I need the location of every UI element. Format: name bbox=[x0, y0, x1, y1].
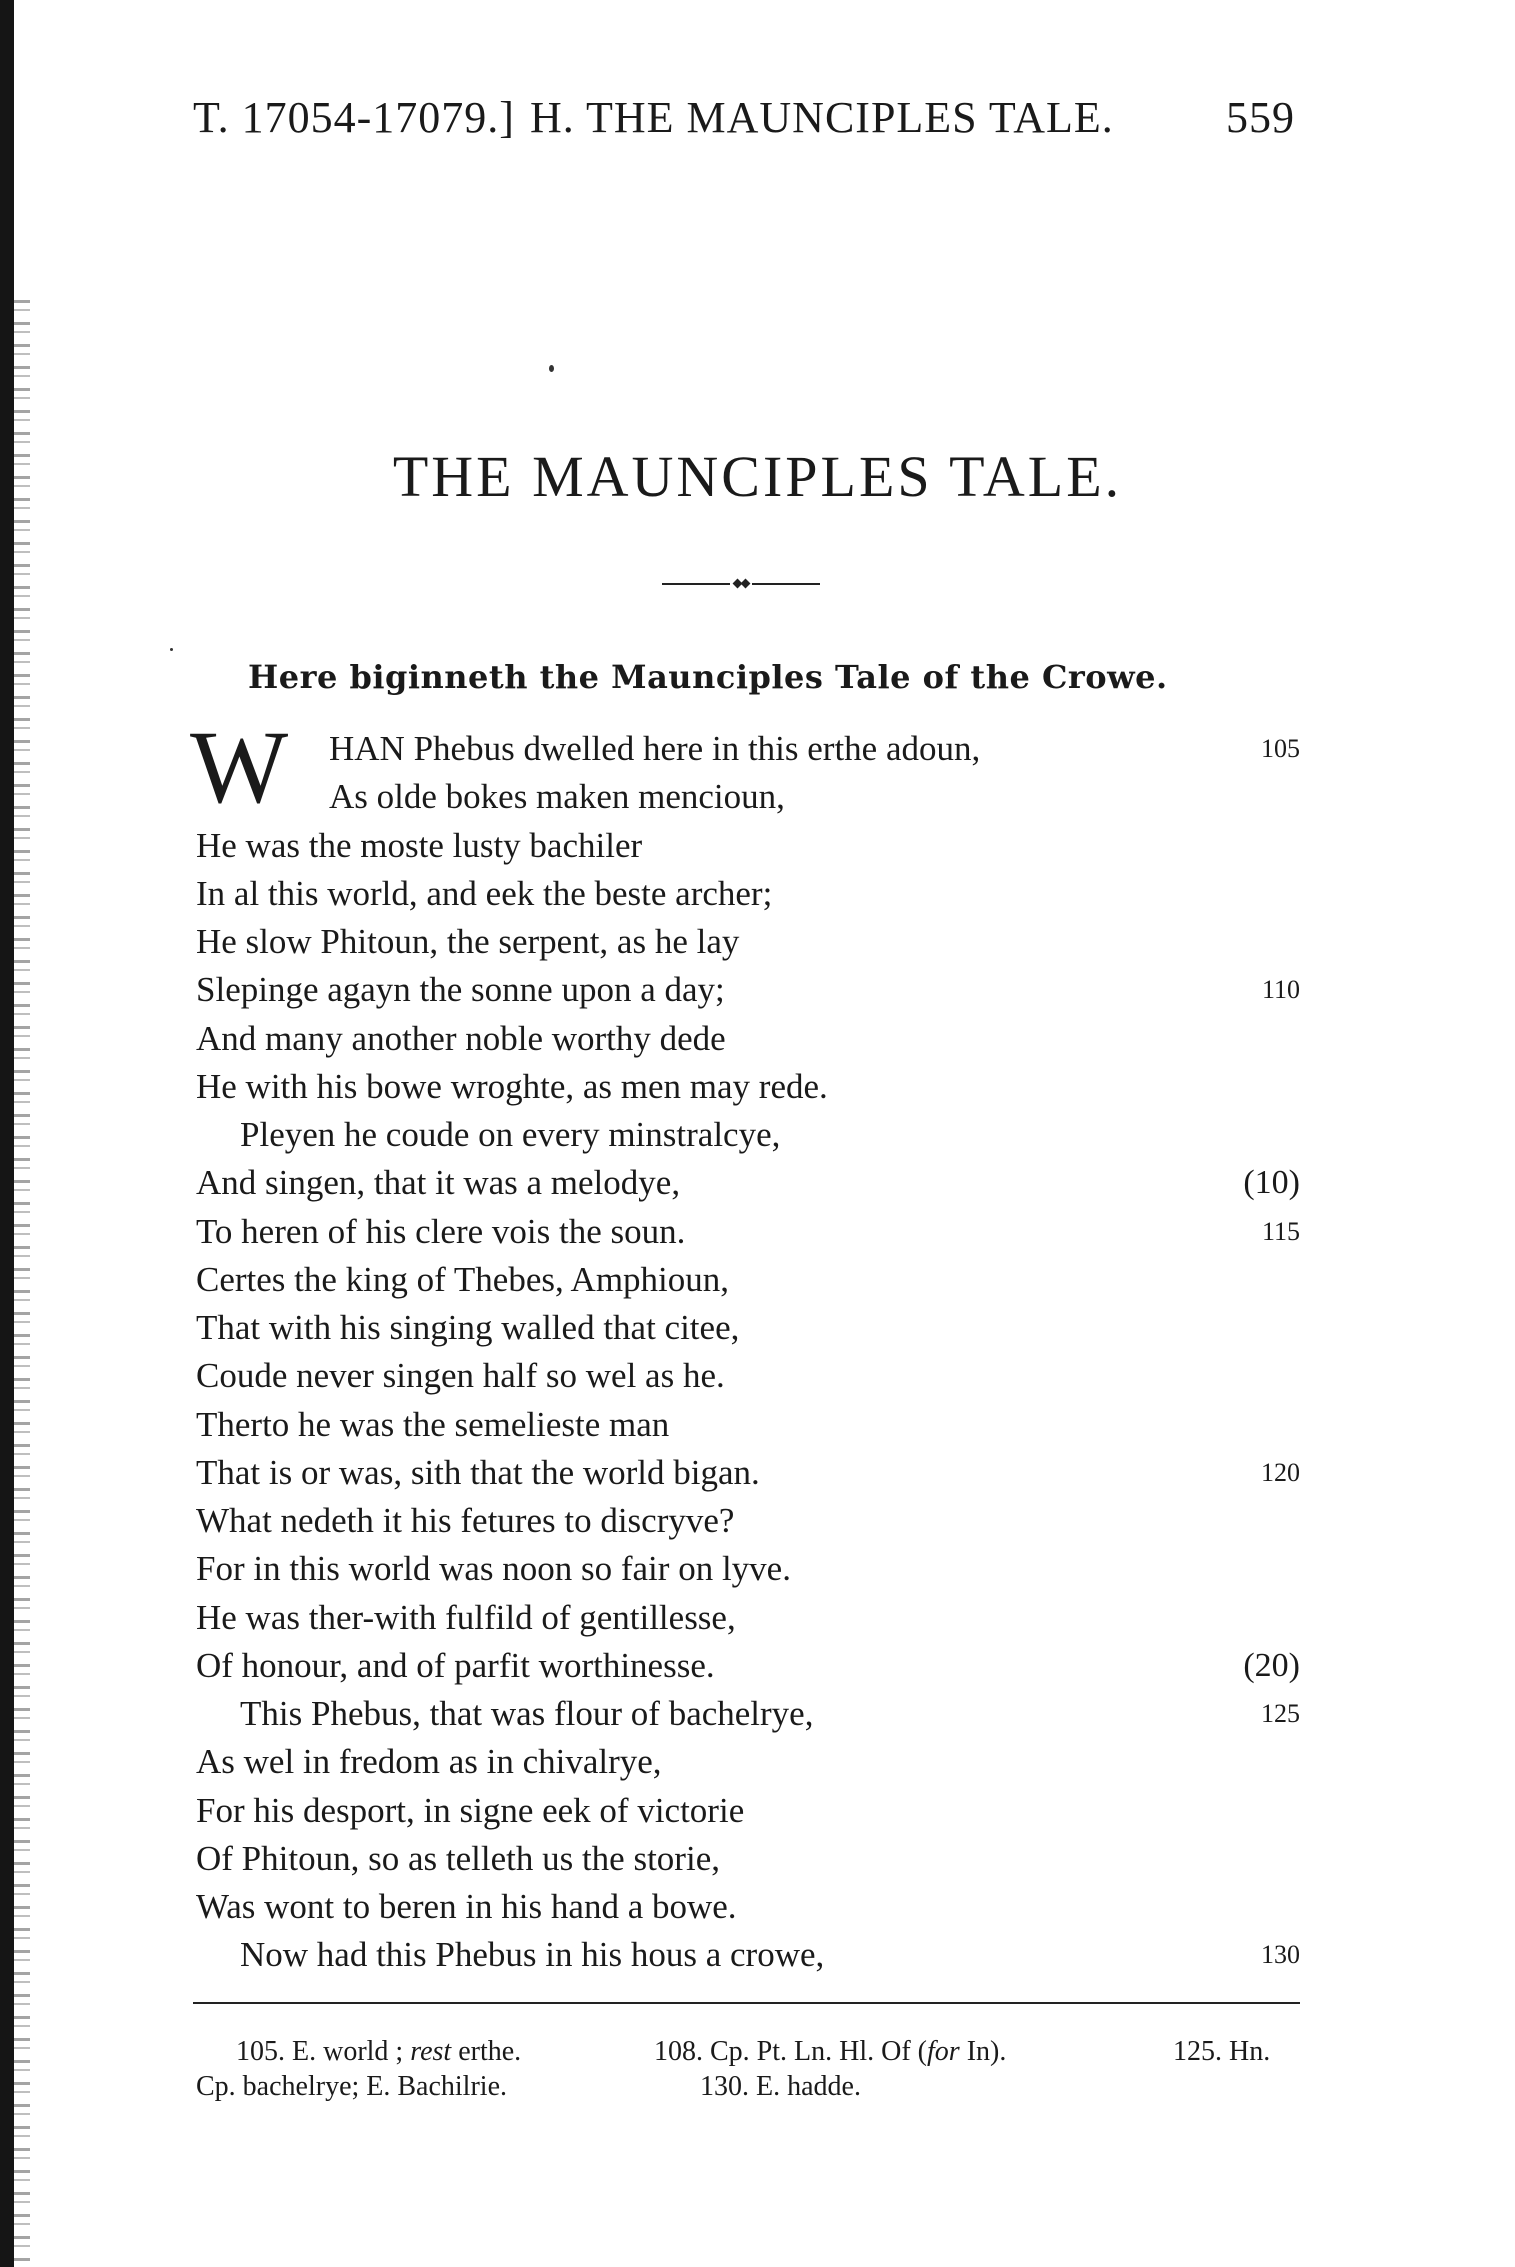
footnote-rule bbox=[193, 2002, 1300, 2004]
drop-cap: W bbox=[190, 710, 289, 825]
verse-line: He slow Phitoun, the serpent, as he lay bbox=[196, 922, 740, 961]
footnote-108-text: 108. Cp. Pt. Ln. Hl. Of ( bbox=[654, 2036, 927, 2067]
footnote-125: 125. Hn. bbox=[1173, 2036, 1271, 2067]
line-number: 125 bbox=[1261, 1699, 1300, 1728]
verse-line: And singen, that it was a melodye, bbox=[196, 1163, 681, 1202]
verse-line: Therto he was the semelieste man bbox=[196, 1405, 670, 1444]
footnote-105-text-end: erthe. bbox=[458, 2036, 522, 2067]
footnote-105-text: 105. E. world ; bbox=[236, 2036, 404, 2067]
title-ornament bbox=[662, 578, 820, 590]
verse-line: And many another noble worthy dede bbox=[196, 1019, 726, 1058]
verse-line: Certes the king of Thebes, Amphioun, bbox=[196, 1260, 730, 1299]
verse-line: As wel in fredom as in chivalrye, bbox=[196, 1742, 662, 1781]
verse-line: In al this world, and eek the beste archer; bbox=[196, 874, 773, 913]
ink-speck bbox=[170, 648, 173, 651]
verse-line: He was ther-with fulfild of gentillesse, bbox=[196, 1598, 736, 1637]
ink-speck bbox=[549, 365, 554, 372]
verse-line: Of Phitoun, so as telleth us the storie, bbox=[196, 1839, 720, 1878]
verse-line: That with his singing walled that citee, bbox=[196, 1308, 740, 1347]
line-number: (10) bbox=[1243, 1164, 1300, 1201]
ornament-diamond bbox=[741, 579, 751, 589]
footnote-108-italic: for bbox=[927, 2036, 960, 2067]
verse-line: What nedeth it his fetures to discryve? bbox=[196, 1501, 735, 1540]
verse-line: To heren of his clere vois the soun. bbox=[196, 1212, 686, 1251]
verse-line: Was wont to beren in his hand a bowe. bbox=[196, 1887, 737, 1926]
binding-shadow bbox=[14, 300, 30, 2267]
running-head-title: H. THE MAUNCIPLES TALE. bbox=[530, 93, 1114, 142]
footnote-130: 130. E. hadde. bbox=[700, 2071, 861, 2102]
footnote-105-italic: rest bbox=[410, 2036, 452, 2067]
footnote-108 bbox=[654, 2036, 1006, 2068]
verse-line: Coude never singen half so wel as he. bbox=[196, 1356, 725, 1395]
verse-line: For in this world was noon so fair on lyve. bbox=[196, 1549, 791, 1588]
verse-line: Slepinge agayn the sonne upon a day; bbox=[196, 970, 725, 1009]
footnote-108-text-end: In). bbox=[966, 2036, 1007, 2067]
line-number: 105 bbox=[1261, 734, 1300, 763]
verse-line: He was the moste lusty bachiler bbox=[196, 826, 643, 865]
ornament-rule-left bbox=[662, 583, 730, 585]
verse-line: Pleyen he coude on every minstralcye, bbox=[240, 1115, 781, 1154]
line-number: (20) bbox=[1243, 1647, 1300, 1684]
verse-line: He with his bowe wroghte, as men may rede. bbox=[196, 1067, 828, 1106]
verse-line: HAN Phebus dwelled here in this erthe adoun, bbox=[329, 729, 981, 768]
incipit-heading: Here biginneth the Maunciples Tale of the Crowe. bbox=[248, 658, 1168, 696]
tale-title: THE MAUNCIPLES TALE. bbox=[392, 444, 1123, 509]
footnote-125-continued: Cp. bachelrye; E. Bachilrie. bbox=[196, 2071, 507, 2102]
verse-line: As olde bokes maken mencioun, bbox=[329, 777, 785, 816]
footnote-105 bbox=[236, 2036, 521, 2068]
verse-line: For his desport, in signe eek of victorie bbox=[196, 1791, 745, 1830]
page-number: 559 bbox=[1226, 93, 1295, 142]
ornament-rule-right bbox=[752, 583, 820, 585]
verse-line: That is or was, sith that the world bigan. bbox=[196, 1453, 760, 1492]
binding-edge bbox=[0, 0, 14, 2267]
line-number: 115 bbox=[1261, 1217, 1300, 1246]
line-number: 110 bbox=[1261, 975, 1300, 1004]
verse-line: Of honour, and of parfit worthinesse. bbox=[196, 1646, 715, 1685]
verse-line: This Phebus, that was flour of bachelrye, bbox=[240, 1694, 814, 1733]
verse-line: Now had this Phebus in his hous a crowe, bbox=[240, 1935, 825, 1974]
line-number: 120 bbox=[1261, 1458, 1300, 1487]
line-number: 130 bbox=[1261, 1940, 1300, 1969]
running-head-line-range: T. 17054-17079.] bbox=[193, 93, 515, 142]
